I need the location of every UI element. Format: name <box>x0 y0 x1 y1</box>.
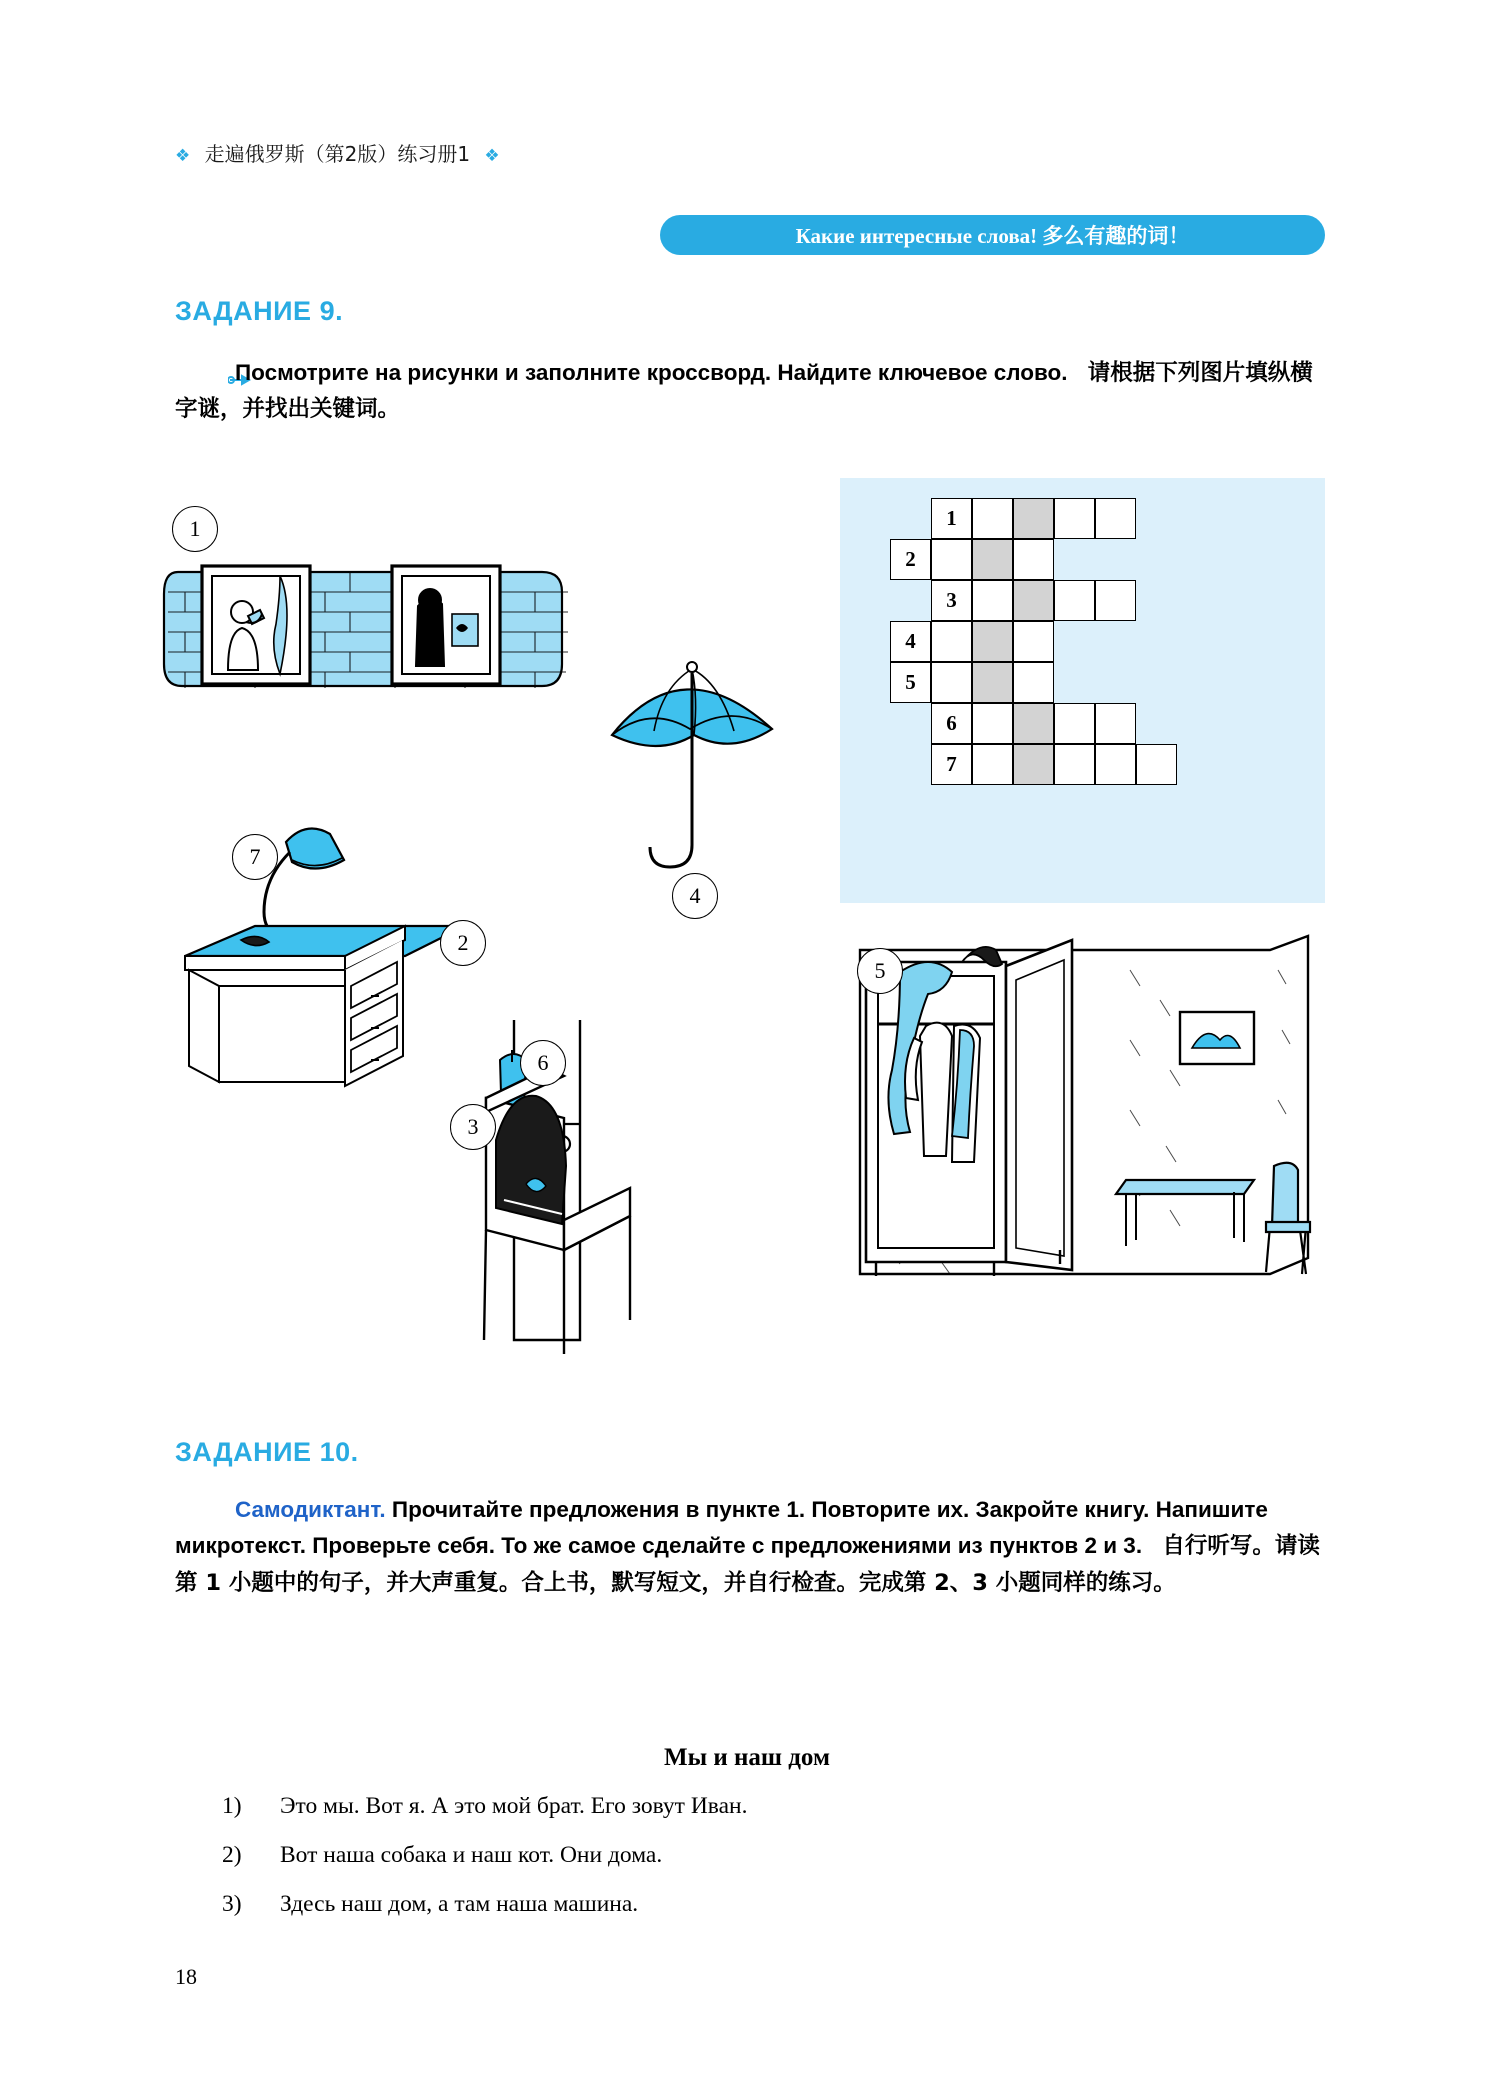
crossword-row-number-1: 1 <box>931 498 972 539</box>
crossword-cell[interactable] <box>1013 662 1054 703</box>
wardrobe-room-picture <box>830 930 1340 1350</box>
crossword-cell[interactable] <box>1095 498 1136 539</box>
picture-label-5: 5 <box>857 948 903 994</box>
task-10-instruction <box>175 1492 1325 1601</box>
crossword-cell[interactable] <box>931 662 972 703</box>
crossword-cell[interactable] <box>1013 580 1054 621</box>
list-item <box>222 1891 1322 1918</box>
dictation-title: Мы и наш дом <box>664 1744 830 1771</box>
task-10-instruction-ru: Прочитайте предложения в пункте 1. Повторите их. Закройте книгу. Напишите микротекст. Проверьте себя. То же самое сделайте с предложениями из пунктов 2 и 3. <box>175 1497 1268 1559</box>
crossword-cell[interactable] <box>972 498 1013 539</box>
picture-label-7: 7 <box>232 834 278 880</box>
crossword-cell[interactable] <box>972 662 1013 703</box>
picture-label-1: 1 <box>172 506 218 552</box>
picture-label-3: 3 <box>450 1104 496 1150</box>
running-head <box>175 138 500 167</box>
crossword-cell[interactable] <box>1136 744 1177 785</box>
task-10-title: ЗАДАНИЕ 10. <box>175 1437 359 1467</box>
task-9-title: ЗАДАНИЕ 9. <box>175 296 344 326</box>
crossword-row-number-6: 6 <box>931 703 972 744</box>
diamond-right-icon: ❖ <box>484 146 500 166</box>
crossword-row-number-3: 3 <box>931 580 972 621</box>
desk-picture <box>175 900 485 1140</box>
crossword-cell[interactable] <box>1054 580 1095 621</box>
crossword-row-number-2: 2 <box>890 539 931 580</box>
list-item-marker: 1) <box>222 1793 242 1819</box>
house-windows-picture <box>160 530 580 730</box>
picture-label-4: 4 <box>672 873 718 919</box>
task-10-instruction-cn: 自行听写。请读第 1 小题中的句子，并大声重复。合上书，默写短文，并自行检查。完成第 2、3 小题同样的练习。 <box>175 1533 1320 1596</box>
crossword-cell[interactable] <box>1013 703 1054 744</box>
running-head-text: 走遍俄罗斯（第2版）练习册1 <box>204 142 471 166</box>
crossword-cell[interactable] <box>1013 539 1054 580</box>
crossword-panel <box>840 478 1325 903</box>
picture-label-2: 2 <box>440 920 486 966</box>
crossword-cell[interactable] <box>1095 703 1136 744</box>
crossword-cell[interactable] <box>1054 744 1095 785</box>
picture-label-6: 6 <box>520 1040 566 1086</box>
crossword-cell[interactable] <box>1013 744 1054 785</box>
crossword-cell[interactable] <box>972 580 1013 621</box>
crossword-cell[interactable] <box>972 744 1013 785</box>
task-9-instruction <box>175 355 1325 428</box>
section-banner-label: Какие интересные слова! 多么有趣的词！ <box>795 224 1190 248</box>
page-number: 18 <box>175 1964 197 1989</box>
crossword-cell[interactable] <box>1054 498 1095 539</box>
crossword-row-number-5: 5 <box>890 662 931 703</box>
crossword-cell[interactable] <box>931 621 972 662</box>
crossword-cell[interactable] <box>1054 703 1095 744</box>
umbrella-open-picture <box>600 655 800 905</box>
list-item-text: Это мы. Вот я. А это мой брат. Его зовут Иван. <box>280 1793 748 1819</box>
list-item-text: Вот наша собака и наш кот. Они дома. <box>280 1842 663 1868</box>
diamond-left-icon: ❖ <box>175 146 191 166</box>
dictation-list <box>222 1793 1322 1940</box>
task-9-instruction-cn: 请根据下列图片填纵横字谜，并找出关键词。 <box>175 360 1313 423</box>
list-item-marker: 2) <box>222 1842 242 1868</box>
chair-backpack-picture <box>470 1020 760 1360</box>
list-item-marker: 3) <box>222 1891 242 1917</box>
crossword-cell[interactable] <box>931 539 972 580</box>
crossword-cell[interactable] <box>1013 498 1054 539</box>
crossword-cell[interactable] <box>1095 744 1136 785</box>
crossword-cell[interactable] <box>1095 580 1136 621</box>
crossword-cell[interactable] <box>972 621 1013 662</box>
task-9-instruction-ru: Посмотрите на рисунки и заполните кроссворд. Найдите ключевое слово. <box>235 360 1068 385</box>
crossword-row-number-4: 4 <box>890 621 931 662</box>
list-item-text: Здесь наш дом, а там наша машина. <box>280 1891 639 1917</box>
crossword-row-number-7: 7 <box>931 744 972 785</box>
crossword-cell[interactable] <box>972 703 1013 744</box>
list-item <box>222 1842 1322 1869</box>
crossword-cell[interactable] <box>972 539 1013 580</box>
crossword-cell[interactable] <box>1013 621 1054 662</box>
task-10-lead-label: Самодиктант. <box>235 1497 386 1522</box>
section-banner <box>660 215 1325 255</box>
list-item <box>222 1793 1322 1820</box>
